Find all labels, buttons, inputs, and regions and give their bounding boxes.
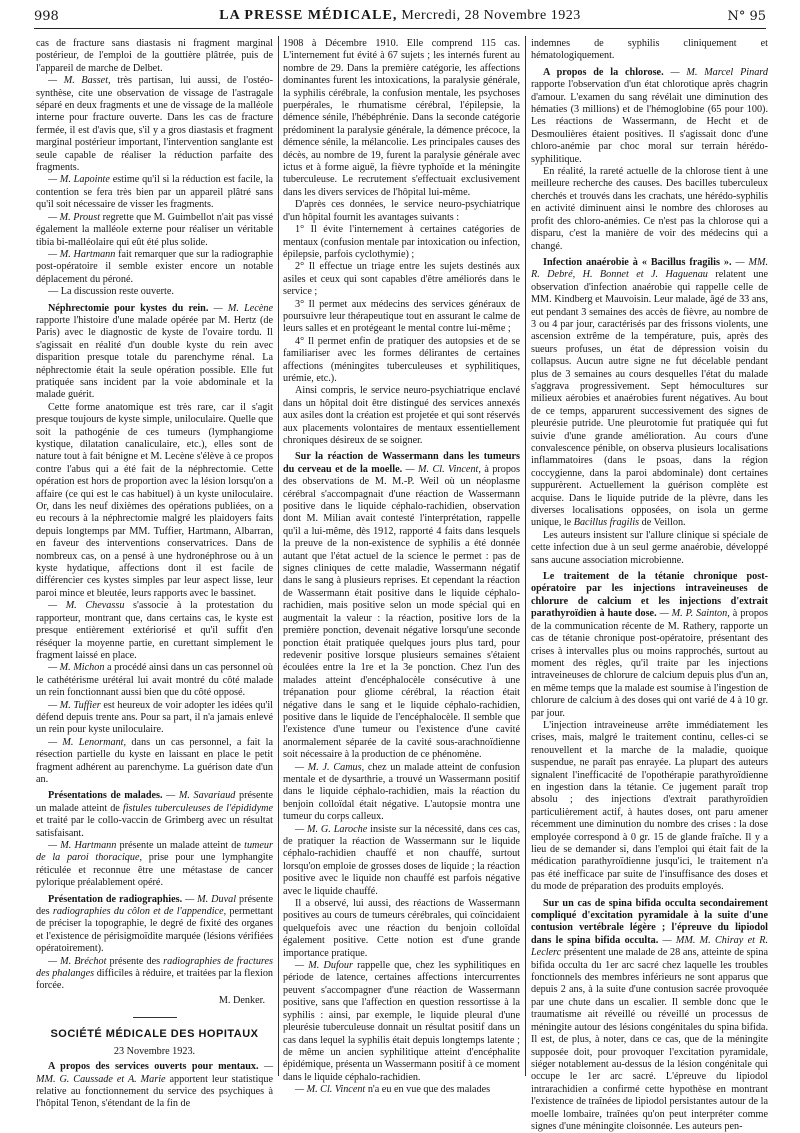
subheading: Présentation de radiographies. <box>48 893 183 905</box>
paragraph: Ainsi compris, le service neuro-psychiatrique enclavé dans un hôpital doit être distingué des services annexés aux asiles dont la création est projetée et qui sont réservés aux placements volontaires de mentaux essentiellement chroniques désireux de se soigner. <box>283 385 520 446</box>
paragraph <box>531 571 768 720</box>
list-item: 1° Il évite l'internement à certaines catégories de mentaux (confusion mentale par intoxication ou infection, épilepsie, parfois cyclothymie) ; <box>283 224 520 260</box>
speaker: — M. Michon <box>48 662 105 674</box>
journal-name: LA PRESSE MÉDICALE, <box>219 8 398 23</box>
speaker: — M. Cl. Vincent <box>295 1084 366 1096</box>
paragraph <box>36 303 273 402</box>
speaker: — M. Hartmann <box>48 248 116 260</box>
paragraph <box>283 824 520 898</box>
paragraph: En réalité, la rareté actuelle de la chlorose tient à une meilleure recherche des causes. Des bacilles tuberculeux cherchés et trouvés dans les crachats, une hérédo-syphilis en activité diminuent ainsi le nombre des chloroses au profit des chloro-anémies. Ce n'est pas la chlorose qui a disparu, c'est la manière de voir des médecins qui a changé. <box>531 166 768 252</box>
list-item: 2° Il effectue un triage entre les sujets destinés aux asiles et ceux qui sont capables d'être améliorés dans le service ; <box>283 261 520 298</box>
author-signature: M. Denker. <box>218 994 265 1006</box>
paragraph <box>531 257 768 530</box>
issue-date: Mercredi, 28 Novembre 1923 <box>401 8 581 23</box>
paragraph: Il a observé, lui aussi, des réactions de Wassermann positives au cours de tumeurs cérébrales, qui coïncidaient quelquefois avec une réaction du benjoin colloïdal également positive. Cette notion est d'une grande importance pratique. <box>283 898 520 959</box>
paragraph: — La discussion reste ouverte. <box>48 286 174 298</box>
paragraph <box>36 956 273 993</box>
speaker: — M. Bréchot <box>48 955 107 967</box>
paragraph-text: est heureux de voir adopter les idées qu'il défend depuis trente ans. Pour sa part, il n'a jamais enlevé un rein pour kyste uniloculaire. <box>36 699 273 736</box>
paragraph <box>36 700 273 737</box>
speaker: — M. Hartmann <box>48 840 117 851</box>
section-date: 23 Novembre 1923. <box>113 1045 196 1057</box>
paragraph-text: présente des <box>106 955 164 967</box>
list-item: 3° Il permet aux médecins des services généraux de poursuivre leur thérapeutique tout en assurant le calme de leurs salles et en protégeant le mental contre lui-même ; <box>283 298 520 335</box>
paragraph-text: à propos des observations de M. M.-P. Weil où un néoplasme cérébral s'accompagnait d'une réaction de Wassermann positive dans le liquide céphalo-rachidien, observation dont M. Milian avait contesté l'interprétation, rappelle qu'il a lui-même, dès 1912, rapporté 4 faits dans lesquels la preuve de la non-existence de syphilis a été donnée autant que l'état actuel de la science le permet : pas de signes cliniques de cette maladie, Wassermann négatif dans le sang à plusieurs reprises. Et cependant la réaction de Wassermann était positive dans le liquide céphalo-rachidien, mais positive selon un mode spécial qui en augmentait la valeur : la réaction, positive lors de la première ponction, devenait négative lorsqu'une seconde ponction était pratiquée quelques jours plus tard, pour redevenir positive lorsque plusieurs semaines s'étaient écoulées entre la 1re et la 3e ponction. Chez l'un des malades atteint d'encéphalocèle consécutive à une trépanation pour gliome cérébral, la réaction était négative dans le sang et le liquide céphalo-rachidien, positive dans le liquide de l'encéphalocèle. Il semble que l'existence d'une tumeur ou l'existence d'une cavité anormalement séparée de la cavité sous-arachnoïdienne soit nécessaire à la production de ce phénomène. <box>283 463 520 761</box>
paragraph <box>36 1061 273 1111</box>
section-divider <box>133 1017 177 1018</box>
paragraph <box>36 840 273 890</box>
paragraph-text: dans un cas personnel, a fait la résection partielle du kyste en laissant en place le petit fragment adhérent au parenchyme. La guérison date d'un an. <box>36 736 273 785</box>
paragraph-text: s'associe à la protestation du rapporteur, montrant que, dans certains cas, le kyste est presque entièrement extériorisé et qu'il suffit d'en réséquer la moyenne partie, en curettant simplement le fragment laissé en place. <box>36 600 273 661</box>
speaker: — M. Duval <box>182 893 237 905</box>
paragraph-text: rapporte l'histoire d'une malade opérée par M. Hertz (de Paris) avec le diagnostic de kyste de l'ovaire tordu. Il s'agissait en réalité d'un double kyste du rein avec disparition presque totale du parenchyme rénal. La néphrectomie était la seule opération possible. Elle fut pratiquée sans incident par la voie abdominale et la malade guérit. <box>36 314 273 401</box>
column-2 <box>283 38 520 1096</box>
paragraph-text: regrette que M. Guimbellot n'ait pas vissé également la malléole externe pour réaliser un véritable tibia bi-malléolaire qui eût été plus solide. <box>36 211 273 248</box>
paragraph: Cette forme anatomique est très rare, car il s'agit presque toujours de kyste simple, uniloculaire. Quelle que soit la pathogénie de ces tumeurs (lymphangiome kystique, dilatation canaliculaire, etc.), elles sont de nature tout à fait bénigne et M. Lecène s'élève à ce propos contre l'abus qui a été fait de la néphrectomie. Cette opération est hors de proportion avec la lésion lorsqu'on a affaire (ce qui est le cas habituel) à un kyste uniloculaire. Or, dans les neuf dixièmes des opérations publiées, on a eu recours à la néphrectomie malgré les plaidoyers faits depuis longtemps par MM. Tuffier, Hartmann, Albarran, en faveur des interventions conservatrices. Dans de nombreux cas, on a pensé à une hydronéphrose ou à un kyste hydatique, affections dont il est facile de différencier ces kystes simples par leur aspect lisse, leur paroi mince et bleutée, leurs rapports avec le bassinet. <box>36 401 273 599</box>
subheading: A propos de la chlorose. <box>543 66 664 78</box>
paragraph <box>36 894 273 956</box>
speaker: — MM. M. Chiray et R. Leclerc <box>531 934 768 959</box>
paragraph: Les auteurs insistent sur l'allure clinique si spéciale de cette infection due à un seul germe anaérobie, développé sans aucune association microbienne. <box>531 529 768 566</box>
paragraph <box>36 790 273 840</box>
paragraph <box>36 737 273 787</box>
column-rule-2 <box>525 36 526 1076</box>
paragraph <box>283 451 520 761</box>
speaker: — M. Lapointe <box>48 174 110 186</box>
column-1 <box>36 38 274 1110</box>
subheading: Néphrectomie pour kystes du rein. <box>48 302 209 314</box>
paragraph-text: insiste sur la nécessité, dans ces cas, de pratiquer la réaction de Wassermann sur le liquide céphalo-rachidien chauffé et non chauffé, surtout lorsqu'on emploie de grosses doses de liquide ; la réaction positive avec le liquide non chauffé est parfois négative avec le liquide chauffé. <box>283 823 520 897</box>
column-rule-1 <box>278 36 279 1076</box>
column-3 <box>531 38 768 1132</box>
subheading: Le traitement de la tétanie chronique post-opératoire par les injections intraveineuses de chlorure de calcium et les injections d'extrait parathyroïdien à haute dose. <box>531 571 768 620</box>
speaker: — M. Savariaud <box>162 790 236 802</box>
speaker: — M. Cl. Vincent, <box>402 463 481 475</box>
paragraph-text: et traité par le collo-vaccin de Grimberg avec un résultat satisfaisant. <box>36 815 273 839</box>
issue-number: N° 95 <box>727 9 766 24</box>
speaker: — M. Lenormant, <box>48 736 127 748</box>
paragraph-text: chez un malade atteint de confusion mentale et de dysarthrie, a trouvé un Wassermann positif dans le liquide céphalo-rachidien, mais la réaction du benjoin colloïdal était négative. L'autopsie montra une tumeur du corps calleux. <box>283 761 520 823</box>
speaker: — M. Basset, <box>48 75 111 87</box>
speaker: — M. Dufour <box>295 960 353 972</box>
paragraph-text: difficiles à réduire, et traitées par la flexion forcée. <box>36 968 274 992</box>
paragraph <box>531 898 768 1133</box>
journal-title-line <box>34 8 766 24</box>
speaker: — M. J. Camus, <box>295 761 365 773</box>
speaker: — MM. G. Caussade et A. Marie <box>36 1061 273 1085</box>
paragraph <box>36 600 273 662</box>
subheading: A propos des services ouverts pour mentaux. <box>48 1061 259 1073</box>
paragraph <box>283 762 520 824</box>
paragraph-text: présente un malade atteint de <box>36 790 273 814</box>
paragraph: cas de fracture sans diastasis ni fragment marginal postérieur, de l'emploi de la gouttière plâtrée, puis de l'appareil de marche de Delbet. <box>36 38 273 74</box>
speaker: — M. G. Laroche <box>295 823 368 835</box>
subheading: Présentations de malades. <box>48 790 163 802</box>
paragraph <box>36 249 273 286</box>
paragraph-text: relatent une observation d'infection anaérobie qui rappelle celle de MM. Kindberg et Mauvoisin. Leur malade, âgé de 33 ans, eut pendant 3 semaines des accès de fièvre, au nombre de 3 ou 4 par jour, caractérisés par des frissons violents, une ascension extrême de la température, puis, après des sueurs profuses, un état de dépression voisin du collapsus. Aucun autre signe ne fut décelable pendant plus de 3 semaines au cours desquelles l'état du malade s'aggrava progressivement. Sept hémocultures sur milieux aérobies et anaérobies furent négatives. Au bout de ce temps, apparurent successivement des signes de pleurésie putride. Une pleurotomie fut pratiquée qui fut suivie d'une grande amélioration. Au cours d'une convalescence pénible, on observa plusieurs localisations inflammatoires (dans le psoas, dans la région coccygienne, dans la paroi abdominale) dont certaines suppurèrent. Actuellement la guérison complète est acquise. Dans le liquide putride de la plèvre, dans les diverses localisations opposées, on isola un germe unique, le <box>531 269 768 529</box>
paragraph-text: , permettant de préciser la topographie, le degré de fixité des organes et l'existence de périsigmoïdite marquée (lésions vérifiées opératoirement). <box>36 906 273 955</box>
page-number: 998 <box>34 9 59 24</box>
paragraph: D'après ces données, le service neuro-psychiatrique d'un hôpital fournit les avantages suivants : <box>283 199 520 223</box>
speaker: — M. P. Sainton, <box>656 608 730 620</box>
italic-term: tumeur de la paroi thoracique <box>36 840 273 864</box>
list-item: 4° Il permet enfin de pratiquer des autopsies et de se familiariser avec les formes délirantes de certaines affections (méningites tuberculeuses et syphilitiques, urémie, etc.). <box>283 335 520 384</box>
paragraph-text: rappelle que, chez les syphilitiques en période de latence, certaines affections intercurrentes peuvent s'accompagner d'une réaction de Wassermann positive, sans que l'affection en question ressortisse à la syphilis : ainsi, par exemple, le liquide pleural d'une pleurésie tuberculeuse donnait un résultat positif dans un cas dans lequel la syphilis était depuis longtemps latente ; de même un ancien syphilitique atteint d'encéphalite épidémique, présenta un Wassermann positif à ce moment dans le liquide céphalo-rachidien. <box>283 960 520 1083</box>
paragraph-text: n'a eu en vue que des malades <box>365 1084 491 1096</box>
paragraph-text: de Veillon. <box>639 517 686 529</box>
italic-term: radiographies du côlon et de l'appendice <box>52 906 224 918</box>
paragraph-text: à propos de la communication récente de M. Rathery, rapporte un cas de tétanie chronique post-opératoire, présentant des crises à intervalles plus ou moins rapprochés, surtout au moment des règles, qu'il traite par les injections intraveineuses de chlorure de calcium depuis plus d'un an, en même temps que la malade est soumise à l'ingestion de chlorure de calcium à des doses qui ont varié de 4 à 10 gr. par jour. <box>531 608 768 719</box>
paragraph-text: rapporte l'observation d'un état chlorotique après chagrin d'amour. L'examen du sang révélait une diminution des hématies (3 millions) et de l'hémoglobine (65 pour 100). Les réactions de Wassermann, de Hecht et de Desmoulières étaient positives. Il s'agissait donc d'une chloro-anémie par choc moral sur terrain hérédo-syphilitique. <box>531 79 768 165</box>
italic-term: fistules tuberculeuses de l'épididyme <box>122 802 273 814</box>
paragraph: indemnes de syphilis cliniquement et hématologiquement. <box>531 38 768 62</box>
subheading: Sur la réaction de Wassermann dans les tumeurs du cerveau et de la moelle. <box>283 451 520 475</box>
paragraph <box>36 75 273 174</box>
speaker: — M. Tuffier <box>48 699 101 711</box>
paragraph-text: très partisan, lui aussi, de l'ostéo-synthèse, cite une observation de vissage de l'astragale séparé en deux fragments et une de vissage de la malléole interne pour fracture ouverte. Dans les cas de fracture fermée, il est d'avis que, s'il y a gros diastasis et fragment marginal postérieur important, l'intervention sanglante est seule capable de réaliser la réduction parfaite des fragments. <box>36 75 273 174</box>
speaker: — M. Lecène <box>208 302 273 314</box>
paragraph-text: fait remarquer que sur la radiographie post-opératoire il semble exister encore un notable déplacement du péroné. <box>36 248 273 285</box>
paragraph-text: apportent leur statistique relative au fonctionnement du service des psychiques à l'hôpital Tenon, s'étendant de la fin de <box>36 1073 273 1110</box>
subheading: Infection anaérobie à « Bacillus fragilis ». <box>543 256 732 268</box>
paragraph <box>283 960 520 1084</box>
paragraph <box>36 662 273 699</box>
paragraph-text: présente un malade atteint de <box>116 840 245 851</box>
paragraph-text: présentent une malade de 28 ans, atteinte de spina bifida occulta du 1er arc sacré chez laquelle les troubles fonctionnels des membres inférieurs ne sont apparus que depuis 2 ans, à la suite d'une contusion sacrée provoquée par une chute dans un escalier. Il semble donc que le traumatisme ait réveillé ou réveillé un processus de méningite autour des lésions congénitales du spina bifida. Il est, de plus, à noter, dans ce cas, que de la méningite supposée doit, pour provoquer l'excitation pyramidale, siéger notablement au-dessus de la lésion congénitale qui occupe le 1er arc sacré. L'épreuve du lipiodol intrarachidien a confirmé cette hypothèse en montrant l'existence de traînées de lipiodol persistantes autour de la moelle lombaire, traînées qu'on peut interpréter comme signes d'une méningite cloisonnée. Les auteurs pen- <box>531 947 768 1132</box>
paragraph-text: , prise pour une lymphangite réticulée et reconnue être une métastase de cancer pylorique préalablement opéré. <box>36 852 273 889</box>
speaker: — MM. R. Debré, H. Bonnet et J. Haguenau <box>531 256 768 281</box>
paragraph <box>36 212 273 249</box>
italic-term: Bacillus fragilis <box>573 517 640 529</box>
section-title: SOCIÉTÉ MÉDICALE DES HOPITAUX <box>50 1028 259 1041</box>
paragraph-text: estime qu'il si la réduction est facile, la contention se fera très bien par un appareil plâtré sans qu'il soit nécessaire de visser les fragments. <box>36 174 273 211</box>
paragraph-text: présente des <box>36 893 273 918</box>
subheading: Sur un cas de spina bifida occulta secondairement compliqué d'excitation pyramidale à la suite d'une contusion vertébrale légère ; l'épreuve du lipiodol dans le spina bifida occulta. <box>531 897 768 946</box>
paragraph <box>283 1084 520 1096</box>
italic-term: radiographies de fractures des phalanges <box>36 955 273 980</box>
paragraph <box>531 67 768 166</box>
paragraph-text: a procédé ainsi dans un cas personnel où le cathétérisme urétéral lui avait montré du côté malade un rein fonctionnant aussi bien que du côté opposé. <box>36 662 273 699</box>
paragraph: L'injection intraveineuse arrête immédiatement les crises, mais, malgré le traitement continu, celles-ci se renouvellent et la marche de la maladie, quoique suspendue, ne paraît pas enrayée. La plupart des auteurs signalent l'inefficacité de l'opothérapie parathyroïdienne en ingestion dans la tétanie. Ce jugement paraît trop absolu ; des injections d'extrait parathyroïdien particulièrement actif, à hautes doses, ont paru amener récemment une diminution du nombre des crises : la dose employée correspond à 0 gr. 15 de glande fraîche. Il y a lieu de se demander si, dans l'emploi qui était fait de la médication parathyroïdienne jusqu'ici, le traitement n'a pas été inefficace par suite de l'insuffisance des doses et du mode de préparation des produits employés. <box>531 719 768 893</box>
section-heading-block <box>36 1017 273 1058</box>
speaker: — M. Proust <box>48 211 101 223</box>
paragraph <box>36 174 273 211</box>
paragraph: 1908 à Décembre 1910. Elle comprend 115 cas. L'internement fut évité à 67 sujets ; les internés furent au nombre de 29. Dans la première catégorie, les affections dominantes furent les intoxications, la paralysie générale, la syphilis cérébrale, la confusion mentale, les psychoses puerpérales, le rhumatisme cérébral, l'épilepsie, la démence sénile, l'hébéphrénie. Dans la seconde catégorie prédominent la paralysie générale, la démence précoce, la démence sénile, la mélancolie. Les principales causes des décès, au nombre de 19, furent la paralysie générale avec ictus et à forme aiguë, la fièvre typhoïde et la méningite tuberculeuse. Le recrutement s'effectuait exclusivement dans les divers services de l'hôpital lui-même. <box>283 38 520 198</box>
speaker: — M. Chevassu <box>48 600 125 612</box>
speaker: — M. Marcel Pinard <box>663 66 768 78</box>
running-header <box>34 8 766 29</box>
